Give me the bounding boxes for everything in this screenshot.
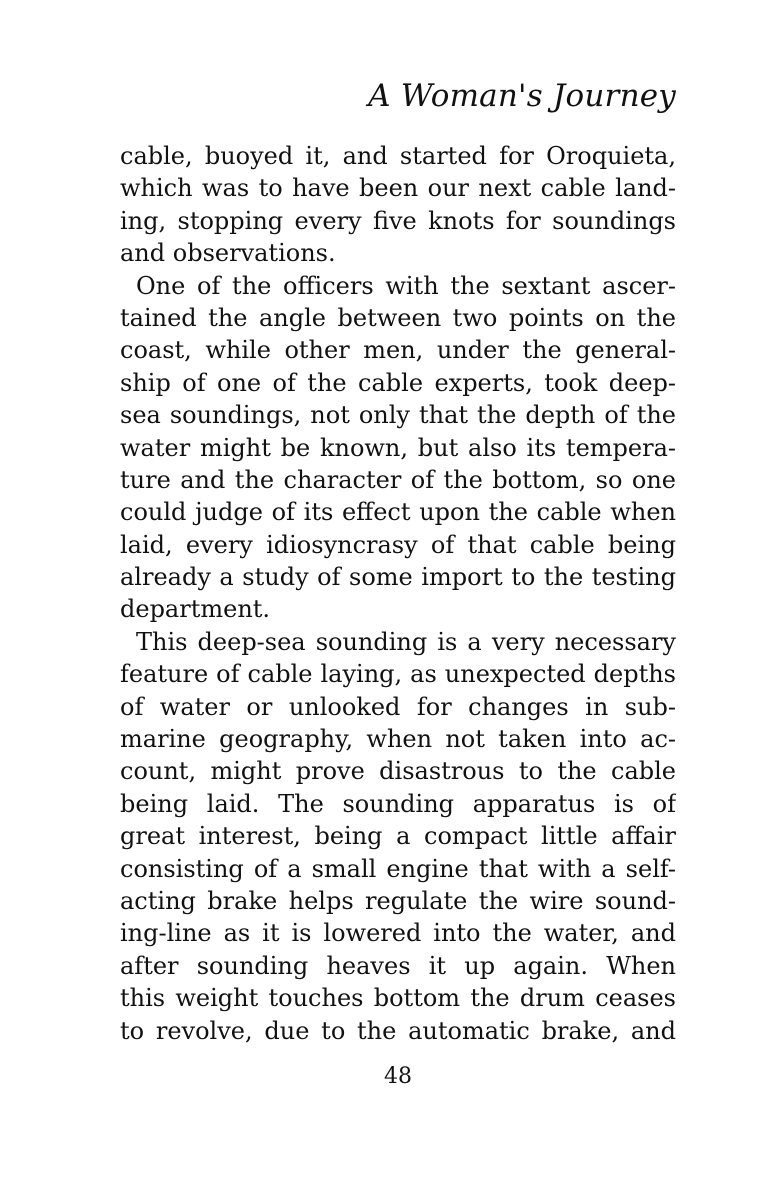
- body-text: [120, 140, 676, 1047]
- text-line: after sounding heaves it up again. When: [120, 951, 676, 980]
- page-number: 48: [384, 1064, 412, 1089]
- text-line: sea soundings, not only that the depth of the: [120, 401, 676, 430]
- text-line: great interest, being a compact little affair: [120, 822, 676, 851]
- paragraph: [120, 626, 676, 1047]
- text-line: being laid. The sounding apparatus is of: [120, 789, 676, 818]
- text-line: ing, stopping every five knots for soundings: [120, 206, 676, 235]
- text-line: could judge of its effect upon the cable when: [120, 498, 676, 527]
- text-line: ing-line as it is lowered into the water, and: [120, 919, 676, 948]
- text-line: consisting of a small engine that with a self-: [120, 854, 676, 883]
- text-line: ture and the character of the bottom, so one: [120, 465, 676, 494]
- text-line: count, might prove disastrous to the cable: [120, 757, 676, 786]
- text-line: feature of cable laying, as unexpected depths: [120, 660, 676, 689]
- text-line: acting brake helps regulate the wire sound-: [120, 886, 676, 915]
- text-line: this weight touches bottom the drum ceases: [120, 984, 676, 1013]
- paragraph: [120, 270, 676, 626]
- text-line: and observations.: [120, 239, 336, 268]
- text-line: One of the officers with the sextant ascer-: [136, 271, 676, 300]
- text-line: coast, while other men, under the general-: [120, 336, 676, 365]
- text-line: marine geography, when not taken into ac-: [120, 725, 676, 754]
- text-line: of water or unlooked for changes in sub-: [120, 692, 676, 721]
- text-line: laid, every idiosyncrasy of that cable being: [120, 530, 676, 559]
- text-line: which was to have been our next cable land-: [120, 174, 676, 203]
- paragraph: [120, 140, 676, 270]
- text-line: to revolve, due to the automatic brake, and: [120, 1016, 676, 1045]
- text-line: already a study of some import to the testing: [120, 563, 676, 592]
- text-line: This deep-sea sounding is a very necessary: [136, 627, 676, 656]
- text-line: department.: [120, 595, 271, 624]
- text-line: tained the angle between two points on the: [120, 303, 676, 332]
- text-line: ship of one of the cable experts, took deep-: [120, 368, 676, 397]
- running-head: A Woman's Journey: [368, 78, 676, 114]
- text-line: water might be known, but also its tempera-: [120, 433, 676, 462]
- text-line: cable, buoyed it, and started for Oroquieta,: [120, 142, 676, 170]
